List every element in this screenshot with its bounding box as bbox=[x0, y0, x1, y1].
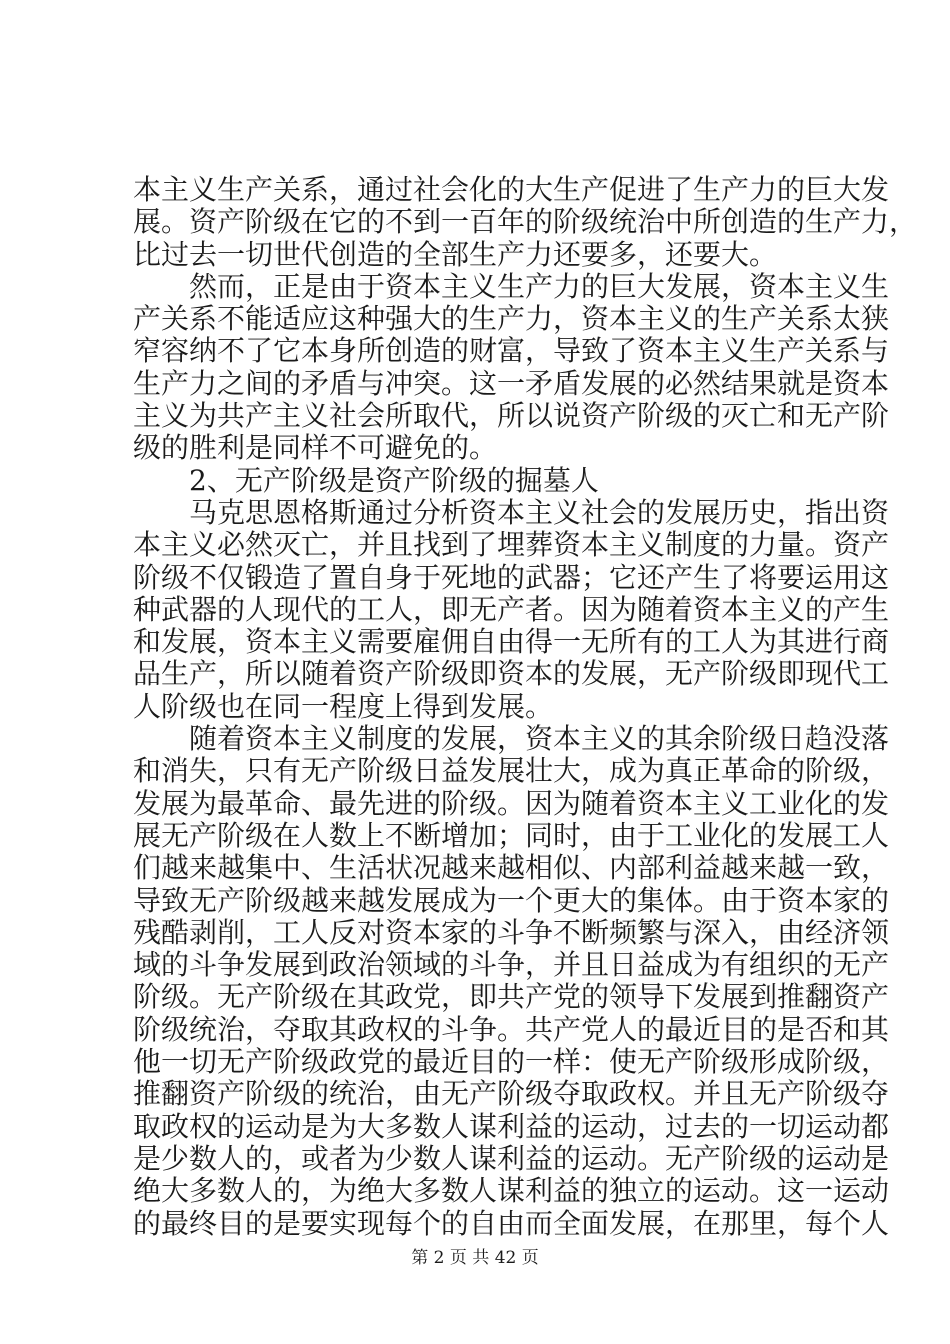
text-line: 阶级统治，夺取其政权的斗争。共产党人的最近目的是否和其 bbox=[133, 1012, 890, 1046]
text-line: 品生产，所以随着资产阶级即资本的发展，无产阶级即现代工 bbox=[133, 657, 890, 691]
text-line: 主义为共产主义社会所取代，所以说资产阶级的灭亡和无产阶 bbox=[133, 399, 890, 433]
text-line: 们越来越集中、生活状况越来越相似、内部利益越来越一致， bbox=[133, 851, 890, 885]
text-line: 的最终目的是要实现每个的自由而全面发展，在那里，每个人 bbox=[133, 1206, 890, 1240]
page-footer: 第 2 页 共 42 页 bbox=[411, 1248, 539, 1268]
body-text bbox=[133, 173, 918, 1240]
text-line: 阶级。无产阶级在其政党，即共产党的领导下发展到推翻资产 bbox=[133, 980, 890, 1014]
text-line: 域的斗争发展到政治领域的斗争，并且日益成为有组织的无产 bbox=[133, 948, 890, 982]
text-line: 然而，正是由于资本主义生产力的巨大发展，资本主义生 bbox=[189, 269, 890, 303]
text-line: 2、无产阶级是资产阶级的掘墓人 bbox=[189, 463, 599, 497]
text-line: 残酷剥削，工人反对资本家的斗争不断频繁与深入，由经济领 bbox=[133, 915, 890, 949]
text-line: 绝大多数人的，为绝大多数人谋利益的独立的运动。这一运动 bbox=[133, 1174, 890, 1208]
text-line: 推翻资产阶级的统治，由无产阶级夺取政权。并且无产阶级夺 bbox=[133, 1077, 890, 1111]
text-line: 展无产阶级在人数上不断增加；同时，由于工业化的发展工人 bbox=[133, 818, 890, 852]
text-line: 和发展，资本主义需要雇佣自由得一无所有的工人为其进行商 bbox=[133, 625, 890, 659]
text-line: 马克思恩格斯通过分析资本主义社会的发展历史，指出资 bbox=[189, 495, 890, 529]
text-line: 种武器的人现代的工人，即无产者。因为随着资本主义的产生 bbox=[133, 592, 890, 626]
text-line: 本主义必然灭亡，并且找到了埋葬资本主义制度的力量。资产 bbox=[133, 528, 890, 562]
text-line: 导致无产阶级越来越发展成为一个更大的集体。由于资本家的 bbox=[133, 883, 890, 917]
text-line: 级的胜利是同样不可避免的。 bbox=[133, 431, 498, 465]
text-line: 和消失，只有无产阶级日益发展壮大，成为真正革命的阶级， bbox=[133, 754, 890, 788]
text-line: 取政权的运动是为大多数人谋利益的运动，过去的一切运动都 bbox=[133, 1109, 890, 1143]
text-line: 展。资产阶级在它的不到一百年的阶级统治中所创造的生产力， bbox=[133, 205, 918, 239]
text-line: 他一切无产阶级政党的最近目的一样：使无产阶级形成阶级， bbox=[133, 1045, 890, 1079]
text-line: 人阶级也在同一程度上得到发展。 bbox=[133, 689, 554, 723]
text-line: 窄容纳不了它本身所创造的财富，导致了资本主义生产关系与 bbox=[133, 334, 890, 368]
text-line: 阶级不仅锻造了置自身于死地的武器；它还产生了将要运用这 bbox=[133, 560, 890, 594]
text-line: 是少数人的，或者为少数人谋利益的运动。无产阶级的运动是 bbox=[133, 1141, 890, 1175]
text-line: 发展为最革命、最先进的阶级。因为随着资本主义工业化的发 bbox=[133, 786, 890, 820]
text-line: 产关系不能适应这种强大的生产力，资本主义的生产关系太狭 bbox=[133, 302, 890, 336]
text-line: 生产力之间的矛盾与冲突。这一矛盾发展的必然结果就是资本 bbox=[133, 366, 890, 400]
text-line: 比过去一切世代创造的全部生产力还要多，还要大。 bbox=[133, 237, 778, 271]
text-line: 本主义生产关系，通过社会化的大生产促进了生产力的巨大发 bbox=[133, 173, 890, 206]
text-line: 随着资本主义制度的发展，资本主义的其余阶级日趋没落 bbox=[189, 722, 890, 756]
